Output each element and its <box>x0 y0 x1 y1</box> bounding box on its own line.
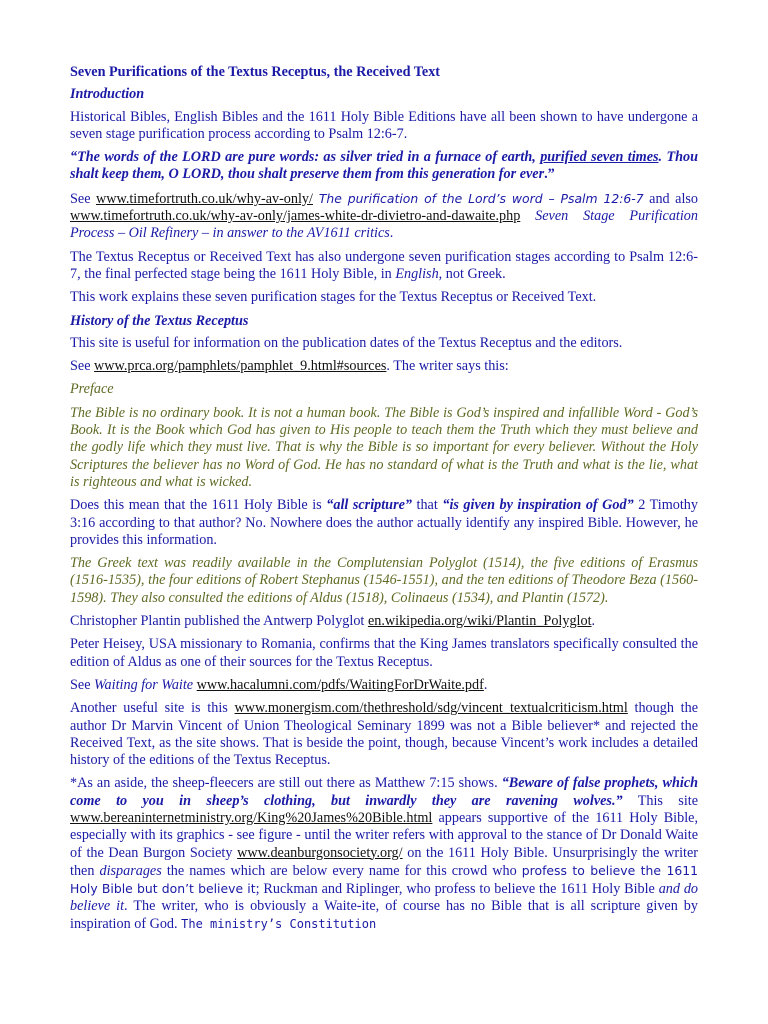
article-title: Seven Stage Purification Process – Oil Refinery – in answer to the AV1611 critics <box>70 208 698 242</box>
preface-quote: The Bible is no ordinary book. It is not a human book. The Bible is God’s inspired and infallible Word - God’s Book. It is the Book which God has given to His people to teach them the Truth which they must believe and the godly life which they must live. That is why the Bible is so important for every believer. Without the Holy Scriptures the believer has no Word of God. He has no standard of what is the Truth and what is the lie, what is righteous and what is wicked. <box>70 404 698 490</box>
link-bereaninternetministry[interactable]: www.bereaninternetministry.org/King%20James%20Bible.html <box>70 809 433 826</box>
link-hacalumni[interactable]: www.hacalumni.com/pdfs/WaitingForDrWaite.pdf <box>196 676 484 693</box>
quote-text: . Thou shalt keep them, O LORD, thou shalt preserve them from this generation for ever <box>70 149 699 183</box>
document-body <box>70 64 698 939</box>
text: appears supportive of the 1611 Holy Bible, especially with its graphics - see figure - until the writer refers with approval to the stance of Dr Donald Waite of the Dean Burgon Society <box>70 809 698 861</box>
paragraph-this-work: This work explains these seven purification stages for the Textus Receptus or Received Text. <box>70 289 597 306</box>
section-heading-introduction: Introduction <box>70 86 145 103</box>
paragraph-does-this-mean <box>70 497 698 549</box>
article-title: The purification of the Lord’s word – Psalm 12:6-7 <box>312 190 644 206</box>
emphasis-sans: profess to believe the 1611 Holy Bible but don’t believe it <box>70 862 698 897</box>
text: . <box>483 676 488 693</box>
text: . The writer says this: <box>386 358 509 375</box>
quote-matthew: “Beware of false prophets, which come to you in sheep’s clothing, but inwardly they are ravening wolves.” <box>70 775 699 809</box>
paragraph-heisey: Peter Heisey, USA missionary to Romania, confirms that the King James translators specifically consulted the edition of Aldus as one of their sources for the Textus Receptus. <box>70 636 698 670</box>
text: though the author Dr Marvin Vincent of Union Theological Seminary 1899 was not a Bible believer* and rejected the Received Text, as the site shows. That is beside the point, though, because Vincent’s work includes a detailed history of the editions of the Textus Receptus. <box>70 700 699 769</box>
text: 2 Timothy 3:16 according to that author? No. Nowhere does the author actually identify any inspired Bible. However, he provides this information. <box>70 497 698 548</box>
text: , not Greek. <box>438 265 506 282</box>
text: . <box>591 613 596 630</box>
emphasis-mono: The ministry’s Constitution <box>181 916 377 931</box>
document-title: Seven Purifications of the Textus Receptus, the Received Text <box>70 64 441 80</box>
paragraph-aside <box>70 775 698 933</box>
text: ; Ruckman and Riplinger, who profess to believe the 1611 Holy Bible <box>255 881 659 898</box>
paragraph-see-prca <box>70 358 698 375</box>
link-monergism[interactable]: www.monergism.com/thethreshold/sdg/vincent_textualcriticism.html <box>234 700 628 717</box>
link-deanburgonsociety[interactable]: www.deanburgonsociety.org/ <box>237 844 403 861</box>
psalm-quote <box>70 149 698 184</box>
section-heading-history: History of the Textus Receptus <box>70 312 249 329</box>
emphasis: disparages <box>99 862 162 879</box>
paragraph-see-timefortruth <box>70 190 698 243</box>
greek-text-quote: The Greek text was readily available in the Complutensian Polyglot (1514), the five editions of Erasmus (1516-1535), the four editions of Robert Stephanus (1546-1551), and the ten editions of Theodore Beza (1560-1598). They also consulted the editions of Aldus (1518), Colinaeus (1534), and Plantin (1572). <box>70 555 698 606</box>
paragraph-monergism <box>70 700 698 769</box>
text: See <box>70 676 95 693</box>
text: on the 1611 Holy Bible. Unsurprisingly the writer then <box>70 844 698 879</box>
paragraph-textus-receptus <box>70 249 698 284</box>
book-title: Waiting for Waite <box>94 676 194 693</box>
text: that <box>411 497 443 514</box>
text: Another useful site is this <box>70 700 235 717</box>
text: The Textus Receptus or Received Text has also undergone seven purification stages according to Psalm 12:6-7, the final perfected stage being the 1611 Holy Bible, in <box>70 248 698 282</box>
quote-all-scripture: “all scripture” <box>326 497 412 514</box>
text: *As an aside, the sheep-fleecers are still out there as Matthew 7:15 shows. <box>70 775 502 792</box>
link-timefortruth-dawaite[interactable]: www.timefortruth.co.uk/why-av-only/james-white-dr-divietro-and-dawaite.php <box>70 208 521 225</box>
text: . <box>389 225 394 242</box>
link-prca[interactable]: www.prca.org/pamphlets/pamphlet_9.html#sources <box>94 358 387 375</box>
paragraph-see-waite <box>70 677 698 694</box>
paragraph-intro: Historical Bibles, English Bibles and the 1611 Holy Bible Editions have all been shown to have undergone a seven stage purification process according to Psalm 12:6-7. <box>70 108 698 142</box>
paragraph-site-useful: This site is useful for information on the publication dates of the Textus Receptus and the editors. <box>70 334 623 351</box>
text: the names which are below every name for this crowd who <box>161 862 522 879</box>
text: See <box>70 358 95 375</box>
text: Does this mean that the 1611 Holy Bible is <box>70 497 327 514</box>
preface-label: Preface <box>70 381 114 398</box>
quote-underlined: purified seven times <box>540 149 659 166</box>
text: Christopher Plantin published the Antwerp Polyglot <box>70 613 368 630</box>
quote-end: .” <box>544 166 555 183</box>
text: and also <box>643 190 698 207</box>
paragraph-plantin <box>70 613 698 630</box>
quote-inspiration: “is given by inspiration of God” <box>442 497 634 514</box>
text: See <box>70 190 96 207</box>
text: This site <box>622 792 699 809</box>
emphasis: English <box>395 265 439 282</box>
text: . The writer, who is obviously a Waite-ite, of course has no Bible that is all scripture given by inspiration of God. <box>70 898 698 932</box>
quote-text: “The words of the LORD are pure words: as silver tried in a furnace of earth, <box>70 149 541 166</box>
link-timefortruth[interactable]: www.timefortruth.co.uk/why-av-only/ <box>96 190 313 207</box>
link-wikipedia-plantin[interactable]: en.wikipedia.org/wiki/Plantin_Polyglot <box>367 613 592 630</box>
emphasis: and do believe it <box>70 881 699 915</box>
